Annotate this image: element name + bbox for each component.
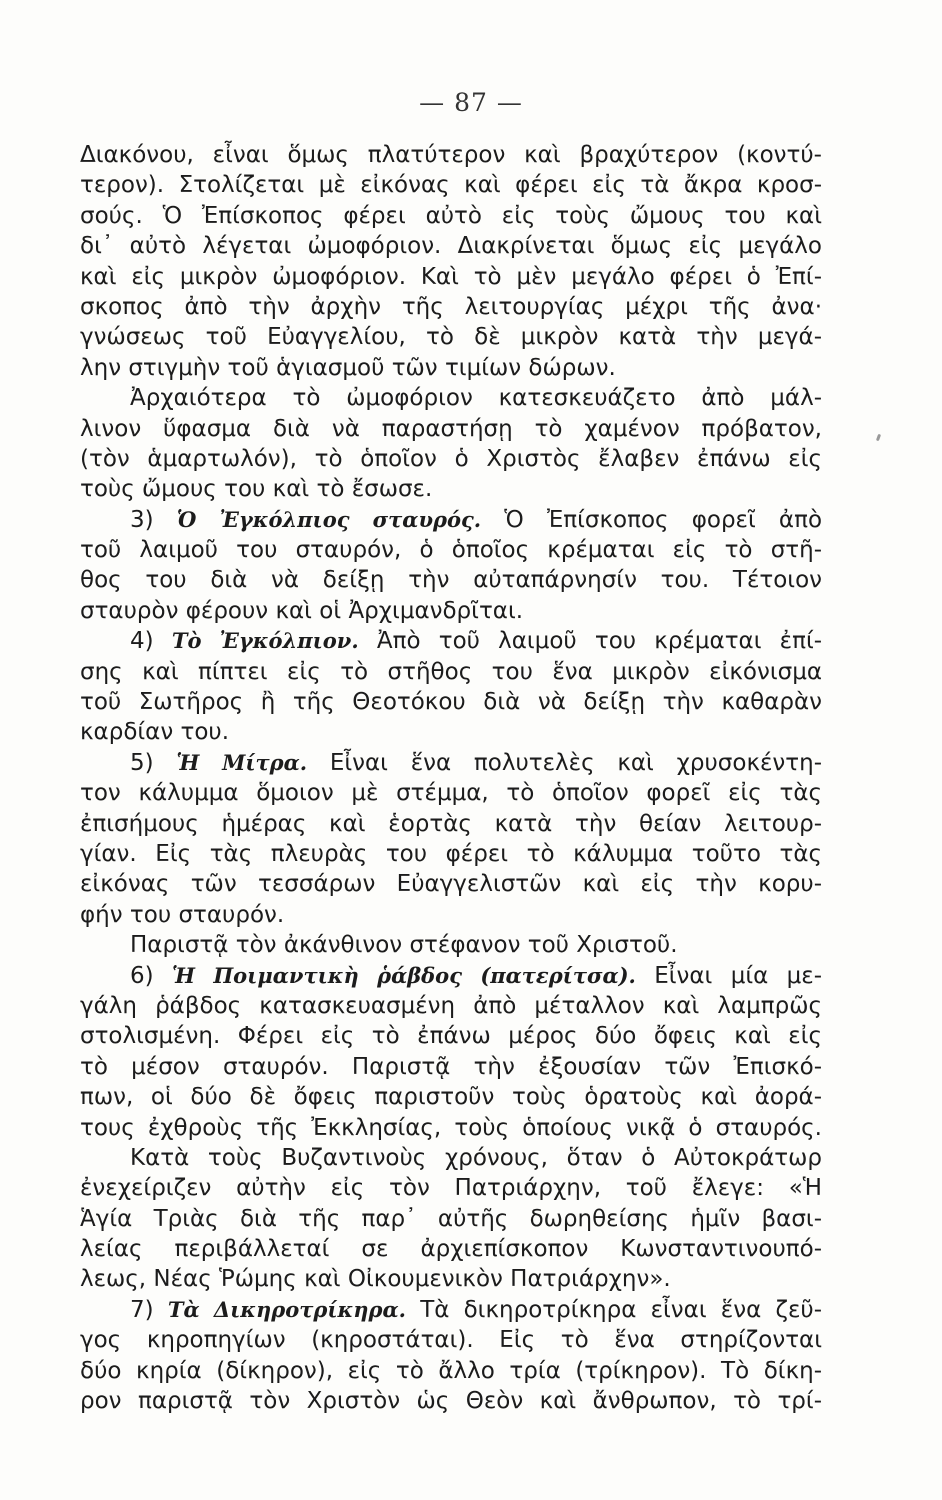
- item-text: Τὰ δικηροτρίκηρα εἶναι ἕνα ζεῦ-: [420, 1296, 823, 1323]
- text-line: τοῦ Σωτῆρος ἢ τῆς Θεοτόκου διὰ νὰ δείξῃ τὴν καθαρὰν: [80, 689, 822, 716]
- text-line: δι᾽ αὐτὸ λέγεται ὠμοφόριον. Διακρίνεται ὅμως εἰς μεγάλο: [80, 233, 822, 260]
- text-line: γνώσεως τοῦ Εὐαγγελίου, τὸ δὲ μικρὸν κατὰ τὴν μεγά-: [80, 324, 822, 351]
- item-number: 5): [130, 749, 154, 776]
- text-line: Ἁγία Τριὰς διὰ τῆς παρ᾽ αὐτῆς δωρηθείσης ἡμῖν βασι-: [80, 1205, 822, 1232]
- text-line: σκοπος ἀπὸ τὴν ἀρχὴν τῆς λειτουργίας μέχρι τῆς ἀνα·: [80, 293, 822, 320]
- item-heading: Τὸ Ἐγκόλπιον.: [171, 628, 359, 654]
- text-line: τοὺς ὤμους του καὶ τὸ ἔσωσε.: [80, 476, 433, 503]
- text-line: [80, 748, 822, 778]
- page-number: — 87 —: [419, 88, 523, 117]
- text-line: δύο κηρία (δίκηρον), εἰς τὸ ἄλλο τρία (τρίκηρον). Τὸ δίκη-: [80, 1357, 822, 1384]
- text-line: Ἀρχαιότερα τὸ ὠμοφόριον κατεσκευάζετο ἀπὸ μάλ-: [130, 385, 822, 412]
- text-line: (τὸν ἁμαρτωλόν), τὸ ὁποῖον ὁ Χριστὸς ἔλαβεν ἐπάνω εἰς: [80, 445, 822, 472]
- text-line: γίαν. Εἰς τὰς πλευρὰς του φέρει τὸ κάλυμμα τοῦτο τὰς: [80, 840, 822, 867]
- item-text: Ἀπὸ τοῦ λαιμοῦ του κρέμαται ἐπί-: [376, 628, 823, 655]
- text-line: Παριστᾷ τὸν ἀκάνθινον στέφανον τοῦ Χριστοῦ.: [130, 932, 678, 959]
- item-number: 3): [130, 506, 154, 533]
- item-heading: Ἡ Ποιμαντικὴ ῥάβδος (πατερίτσα).: [171, 962, 636, 988]
- item-heading: Ὁ Ἐγκόλπιος σταυρός.: [176, 506, 482, 532]
- item-number: 4): [130, 628, 154, 655]
- item-number: 7): [130, 1296, 154, 1323]
- item-heading: Τὰ Δικηροτρίκηρα.: [167, 1296, 406, 1322]
- text-line: Διακόνου, εἶναι ὅμως πλατύτερον καὶ βραχύτερον (κοντύ-: [80, 142, 822, 168]
- text-line: θος του διὰ νὰ δείξῃ τὴν αὐταπάρνησίν του. Τέτοιον: [80, 567, 822, 594]
- text-line: καὶ εἰς μικρὸν ὠμοφόριον. Καὶ τὸ μὲν μεγάλο φέρει ὁ Ἐπί-: [80, 263, 822, 290]
- text-line: τερον). Στολίζεται μὲ εἰκόνας καὶ φέρει εἰς τὰ ἄκρα κροσ-: [80, 172, 822, 199]
- item-number: 6): [130, 962, 154, 989]
- text-line: σταυρὸν φέρουν καὶ οἱ Ἀρχιμανδρῖται.: [80, 597, 524, 624]
- text-line: τους ἐχθροὺς τῆς Ἐκκλησίας, τοὺς ὁποίους νικᾷ ὁ σταυρός.: [80, 1114, 822, 1141]
- text-line: ρον παριστᾷ τὸν Χριστὸν ὡς Θεὸν καὶ ἄνθρωπον, τὸ τρί-: [80, 1388, 822, 1415]
- item-text: Εἶναι μία με-: [654, 962, 823, 989]
- text-line: εἰκόνας τῶν τεσσάρων Εὐαγγελιστῶν καὶ εἰς τὴν κορυ-: [80, 871, 822, 898]
- item-text: Εἶναι ἕνα πολυτελὲς καὶ χρυσοκέντη-: [329, 749, 823, 776]
- text-line: φήν του σταυρόν.: [80, 901, 285, 928]
- item-text: Ὁ Ἐπίσκοπος φορεῖ ἀπὸ: [504, 506, 823, 533]
- text-line: σούς. Ὁ Ἐπίσκοπος φέρει αὐτὸ εἰς τοὺς ὤμους του καὶ: [80, 202, 822, 229]
- body-text: [80, 140, 822, 1416]
- text-line: λείας περιβάλλεταί σε ἀρχιεπίσκοπον Κωνσταντινουπό-: [80, 1236, 822, 1263]
- text-line: λην στιγμὴν τοῦ ἁγιασμοῦ τῶν τιμίων δώρων.: [80, 354, 616, 381]
- text-line: στολισμένη. Φέρει εἰς τὸ ἐπάνω μέρος δύο ὄφεις καὶ εἰς: [80, 1023, 822, 1050]
- text-line: [80, 505, 822, 535]
- text-line: γάλη ῥάβδος κατασκευασμένη ἀπὸ μέταλλον καὶ λαμπρῶς: [80, 992, 822, 1019]
- paper-speck: [876, 434, 881, 442]
- text-line: πων, οἱ δύο δὲ ὄφεις παριστοῦν τοὺς ὁρατοὺς καὶ ἀορά-: [80, 1084, 822, 1111]
- text-line: ἐπισήμους ἡμέρας καὶ ἑορτὰς κατὰ τὴν θείαν λειτουρ-: [80, 810, 822, 837]
- text-line: [80, 626, 822, 656]
- text-line: γος κηροπηγίων (κηροστάται). Εἰς τὸ ἕνα στηρίζονται: [80, 1327, 822, 1354]
- text-line: τον κάλυμμα ὅμοιον μὲ στέμμα, τὸ ὁποῖον φορεῖ εἰς τὰς: [80, 780, 822, 807]
- text-line: λινον ὕφασμα διὰ νὰ παραστήσῃ τὸ χαμένον πρόβατον,: [80, 415, 822, 442]
- text-line: ἐνεχείριζεν αὐτὴν εἰς τὸν Πατριάρχην, τοῦ ἔλεγε: «Ἡ: [80, 1175, 822, 1202]
- text-line: καρδίαν του.: [80, 719, 230, 746]
- item-heading: Ἡ Μίτρα.: [176, 749, 308, 775]
- text-line: λεως, Νέας Ῥώμης καὶ Οἰκουμενικὸν Πατριάρχην».: [80, 1266, 671, 1293]
- text-line: Κατὰ τοὺς Βυζαντινοὺς χρόνους, ὅταν ὁ Αὐτοκράτωρ: [130, 1144, 822, 1171]
- text-line: τοῦ λαιμοῦ του σταυρόν, ὁ ὁποῖος κρέμαται εἰς τὸ στῆ-: [80, 537, 822, 564]
- text-line: τὸ μέσον σταυρόν. Παριστᾷ τὴν ἐξουσίαν τῶν Ἐπισκό-: [80, 1053, 822, 1080]
- text-line: [80, 961, 822, 991]
- text-line: [80, 1295, 822, 1325]
- text-line: σης καὶ πίπτει εἰς τὸ στῆθος του ἕνα μικρὸν εἰκόνισμα: [80, 658, 822, 685]
